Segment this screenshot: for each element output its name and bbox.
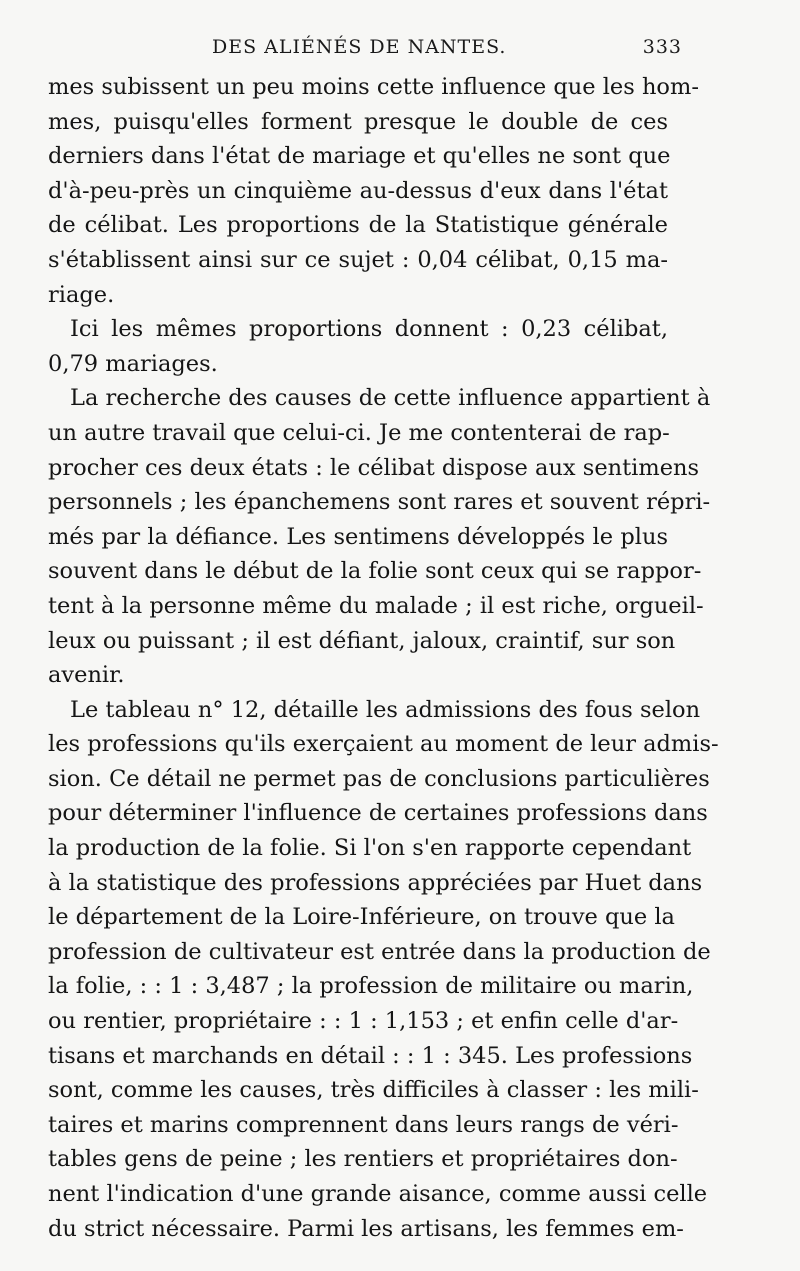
- text-line: més par la défiance. Les sentimens développés le plus: [48, 523, 668, 550]
- text-line: tables gens de peine ; les rentiers et propriétaires don-: [48, 1146, 678, 1173]
- text-line: à la statistique des professions appréciées par Huet dans: [48, 869, 703, 896]
- text-line: la production de la folie. Si l'on s'en rapporte cependant: [48, 835, 692, 862]
- text-line: sont, comme les causes, très difficiles à classer : les mili-: [48, 1077, 699, 1104]
- text-line: tisans et marchands en détail : : 1 : 345. Les professions: [48, 1042, 693, 1069]
- text-line: riage.: [48, 281, 115, 308]
- paragraph: [48, 70, 699, 312]
- text-line: nent l'indication d'une grande aisance, comme aussi celle: [48, 1181, 708, 1207]
- page-header: [0, 30, 800, 66]
- text-line: mes, puisqu'elles forment presque le double de ces: [48, 108, 668, 135]
- text-line: ou rentier, propriétaire : : 1 : 1,153 ; et enfin celle d'ar-: [48, 1008, 679, 1035]
- running-title: DES ALIÉNÉS DE NANTES.: [212, 36, 507, 58]
- text-line: personnels ; les épanchemens sont rares et souvent répri-: [48, 489, 711, 516]
- text-line: sion. Ce détail ne permet pas de conclusions particulières: [48, 765, 710, 792]
- text-line: taires et marins comprennent dans leurs rangs de véri-: [48, 1111, 679, 1138]
- text-line: avenir.: [48, 662, 125, 689]
- text-line: de célibat. Les proportions de la Statistique générale: [48, 212, 668, 239]
- text-line: pour déterminer l'influence de certaines professions dans: [48, 800, 708, 827]
- text-line: 0,79 mariages.: [48, 350, 218, 377]
- page-number: 333: [642, 36, 682, 58]
- text-line: leux ou puissant ; il est défiant, jaloux, craintif, sur son: [48, 627, 676, 654]
- body-text: [48, 70, 719, 1246]
- text-line: la folie, : : 1 : 3,487 ; la profession de militaire ou marin,: [48, 973, 694, 1000]
- text-line: Le tableau n° 12, détaille les admissions des fous selon: [70, 696, 701, 723]
- text-line: mes subissent un peu moins cette influence que les hom-: [48, 74, 699, 100]
- paragraph: [48, 381, 711, 692]
- text-line: profession de cultivateur est entrée dans la production de: [48, 938, 711, 965]
- text-line: souvent dans le début de la folie sont ceux qui se rappor-: [48, 558, 702, 585]
- paragraph: [48, 312, 668, 381]
- text-line: La recherche des causes de cette influence appartient à: [70, 385, 711, 412]
- text-line: tent à la personne même du malade ; il est riche, orgueil-: [48, 592, 704, 619]
- text-line: un autre travail que celui-ci. Je me contenterai de rap-: [48, 419, 670, 446]
- text-line: procher ces deux états : le célibat dispose aux sentimens: [48, 454, 700, 481]
- text-line: le département de la Loire-Inférieure, on trouve que la: [48, 904, 675, 931]
- text-line: Ici les mêmes proportions donnent : 0,23 célibat,: [70, 316, 668, 343]
- text-line: s'établissent ainsi sur ce sujet : 0,04 célibat, 0,15 ma-: [48, 246, 668, 273]
- paragraph: [48, 693, 719, 1247]
- text-line: derniers dans l'état de mariage et qu'elles ne sont que: [48, 143, 671, 170]
- text-line: les professions qu'ils exerçaient au moment de leur admis-: [48, 731, 719, 758]
- text-line: du strict nécessaire. Parmi les artisans, les femmes em-: [48, 1215, 684, 1242]
- text-line: d'à-peu-près un cinquième au-dessus d'eux dans l'état: [48, 177, 668, 204]
